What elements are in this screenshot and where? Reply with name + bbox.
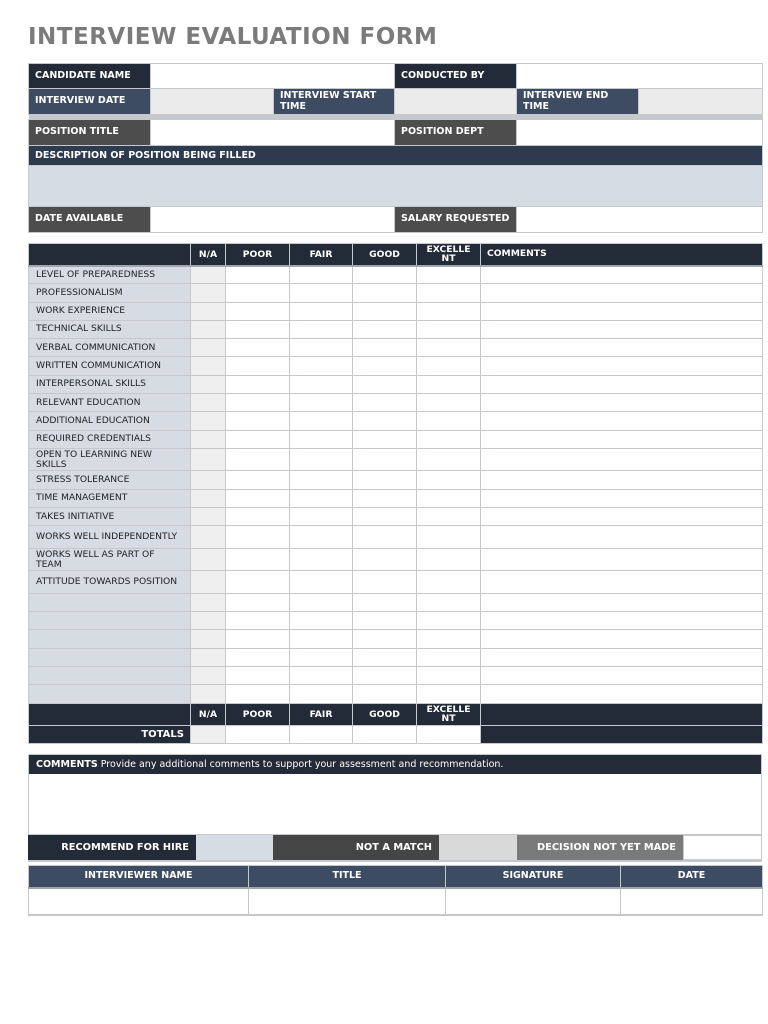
rating-na-cell[interactable] xyxy=(191,630,226,648)
rating-na-cell[interactable] xyxy=(191,302,226,320)
criterion-label xyxy=(29,667,191,685)
rating-good-cell[interactable] xyxy=(353,571,417,594)
rating-na-cell[interactable] xyxy=(191,571,226,594)
rating-poor-cell[interactable] xyxy=(226,471,290,489)
col-header-excellent: EXCELLE NT xyxy=(417,244,481,266)
rating-excellent-cell[interactable] xyxy=(417,375,481,393)
rating-fair-cell[interactable] xyxy=(290,412,353,430)
rating-comments-cell[interactable] xyxy=(481,526,763,549)
rating-row xyxy=(29,430,763,448)
rating-comments-cell[interactable] xyxy=(481,357,763,375)
rating-row xyxy=(29,412,763,430)
rating-row xyxy=(29,471,763,489)
rating-row xyxy=(29,375,763,393)
criterion-label: STRESS TOLERANCE xyxy=(29,471,191,489)
rating-fair-cell[interactable] xyxy=(290,593,353,611)
rating-poor-cell[interactable] xyxy=(226,320,290,338)
rating-good-cell[interactable] xyxy=(353,471,417,489)
rating-good-cell[interactable] xyxy=(353,508,417,526)
rating-comments-cell[interactable] xyxy=(481,284,763,302)
rating-row xyxy=(29,394,763,412)
date-available-label: DATE AVAILABLE xyxy=(29,207,151,233)
rating-na-cell[interactable] xyxy=(191,375,226,393)
rating-row xyxy=(29,526,763,549)
salary-requested-label: SALARY REQUESTED xyxy=(395,207,517,233)
rating-poor-cell[interactable] xyxy=(226,489,290,507)
rating-na-cell[interactable] xyxy=(191,648,226,666)
rating-fair-cell[interactable] xyxy=(290,648,353,666)
rating-row xyxy=(29,339,763,357)
rating-comments-cell[interactable] xyxy=(481,320,763,338)
rating-excellent-cell[interactable] xyxy=(417,284,481,302)
rating-good-cell[interactable] xyxy=(353,630,417,648)
rating-poor-cell[interactable] xyxy=(226,394,290,412)
recommend-for-hire-label: RECOMMEND FOR HIRE xyxy=(28,835,196,860)
criterion-label: ADDITIONAL EDUCATION xyxy=(29,412,191,430)
rating-excellent-cell[interactable] xyxy=(417,394,481,412)
rating-fair-cell[interactable] xyxy=(290,489,353,507)
criterion-label: LEVEL OF PREPAREDNESS xyxy=(29,266,191,284)
description-label: DESCRIPTION OF POSITION BEING FILLED xyxy=(29,146,763,166)
signature-header: SIGNATURE xyxy=(446,866,621,888)
rating-comments-cell[interactable] xyxy=(481,339,763,357)
date-header: DATE xyxy=(621,866,763,888)
rating-fair-cell[interactable] xyxy=(290,339,353,357)
rating-table xyxy=(28,243,763,744)
rating-good-cell[interactable] xyxy=(353,266,417,284)
criterion-label xyxy=(29,648,191,666)
interviewer-name-header: INTERVIEWER NAME xyxy=(29,866,249,888)
interview-end-time-label: INTERVIEW END TIME xyxy=(517,89,639,115)
rating-good-cell[interactable] xyxy=(353,648,417,666)
rating-comments-cell[interactable] xyxy=(481,489,763,507)
totals-label: TOTALS xyxy=(29,725,191,743)
rating-excellent-cell[interactable] xyxy=(417,685,481,703)
footer-col-poor: POOR xyxy=(226,703,290,725)
comments-header xyxy=(29,755,761,774)
footer-col-excellent: EXCELLE NT xyxy=(417,703,481,725)
criterion-label: REQUIRED CREDENTIALS xyxy=(29,430,191,448)
rating-excellent-cell[interactable] xyxy=(417,489,481,507)
decision-bar xyxy=(28,835,762,862)
rating-poor-cell[interactable] xyxy=(226,357,290,375)
rating-poor-cell[interactable] xyxy=(226,648,290,666)
date-field[interactable] xyxy=(621,888,763,915)
rating-row xyxy=(29,489,763,507)
rating-excellent-cell[interactable] xyxy=(417,526,481,549)
col-header-poor: POOR xyxy=(226,244,290,266)
rating-na-cell[interactable] xyxy=(191,612,226,630)
rating-good-cell[interactable] xyxy=(353,489,417,507)
rating-comments-cell[interactable] xyxy=(481,648,763,666)
criterion-label: PROFESSIONALISM xyxy=(29,284,191,302)
not-a-match-label: NOT A MATCH xyxy=(273,835,439,860)
col-header-good: GOOD xyxy=(353,244,417,266)
rating-poor-cell[interactable] xyxy=(226,375,290,393)
rating-na-cell[interactable] xyxy=(191,667,226,685)
criterion-label: WRITTEN COMMUNICATION xyxy=(29,357,191,375)
rating-na-cell[interactable] xyxy=(191,266,226,284)
rating-header-corner xyxy=(29,244,191,266)
comments-field[interactable] xyxy=(29,774,761,834)
rating-excellent-cell[interactable] xyxy=(417,430,481,448)
decision-not-yet-made-box[interactable] xyxy=(683,835,762,860)
criterion-label: VERBAL COMMUNICATION xyxy=(29,339,191,357)
criterion-label xyxy=(29,612,191,630)
rating-poor-cell[interactable] xyxy=(226,526,290,549)
rating-na-cell[interactable] xyxy=(191,508,226,526)
rating-excellent-cell[interactable] xyxy=(417,471,481,489)
rating-good-cell[interactable] xyxy=(353,302,417,320)
rating-excellent-cell[interactable] xyxy=(417,302,481,320)
rating-fair-cell[interactable] xyxy=(290,571,353,594)
rating-excellent-cell[interactable] xyxy=(417,508,481,526)
interviewer-title-header: TITLE xyxy=(249,866,446,888)
criterion-label xyxy=(29,685,191,703)
rating-fair-cell[interactable] xyxy=(290,667,353,685)
rating-poor-cell[interactable] xyxy=(226,448,290,471)
rating-comments-cell[interactable] xyxy=(481,571,763,594)
rating-good-cell[interactable] xyxy=(353,612,417,630)
interviewer-title-field[interactable] xyxy=(249,888,446,915)
signature-field[interactable] xyxy=(446,888,621,915)
rating-good-cell[interactable] xyxy=(353,548,417,571)
position-dept-label: POSITION DEPT xyxy=(395,120,517,146)
rating-fair-cell[interactable] xyxy=(290,394,353,412)
rating-fair-cell[interactable] xyxy=(290,526,353,549)
rating-na-cell[interactable] xyxy=(191,430,226,448)
rating-comments-cell[interactable] xyxy=(481,412,763,430)
criterion-label: TIME MANAGEMENT xyxy=(29,489,191,507)
rating-excellent-cell[interactable] xyxy=(417,571,481,594)
rating-poor-cell[interactable] xyxy=(226,630,290,648)
rating-row xyxy=(29,548,763,571)
rating-poor-cell[interactable] xyxy=(226,667,290,685)
rating-fair-cell[interactable] xyxy=(290,266,353,284)
rating-poor-cell[interactable] xyxy=(226,284,290,302)
rating-row xyxy=(29,593,763,611)
rating-na-cell[interactable] xyxy=(191,284,226,302)
rating-row xyxy=(29,612,763,630)
rating-fair-cell[interactable] xyxy=(290,630,353,648)
criterion-label xyxy=(29,630,191,648)
position-title-label: POSITION TITLE xyxy=(29,120,151,146)
rating-na-cell[interactable] xyxy=(191,548,226,571)
criterion-label: ATTITUDE TOWARDS POSITION xyxy=(29,571,191,594)
rating-row xyxy=(29,266,763,284)
rating-comments-cell[interactable] xyxy=(481,302,763,320)
rating-row xyxy=(29,648,763,666)
rating-comments-cell[interactable] xyxy=(481,593,763,611)
footer-col-fair: FAIR xyxy=(290,703,353,725)
rating-poor-cell[interactable] xyxy=(226,412,290,430)
rating-na-cell[interactable] xyxy=(191,320,226,338)
interview-end-time-field[interactable] xyxy=(639,89,763,115)
candidate-name-field[interactable] xyxy=(151,64,395,89)
rating-comments-cell[interactable] xyxy=(481,630,763,648)
recommend-for-hire-box[interactable] xyxy=(196,835,273,860)
criterion-label: WORKS WELL INDEPENDENTLY xyxy=(29,526,191,549)
footer-col-na: N/A xyxy=(191,703,226,725)
rating-good-cell[interactable] xyxy=(353,375,417,393)
rating-na-cell[interactable] xyxy=(191,489,226,507)
rating-na-cell[interactable] xyxy=(191,448,226,471)
rating-row xyxy=(29,284,763,302)
rating-good-cell[interactable] xyxy=(353,667,417,685)
rating-fair-cell[interactable] xyxy=(290,320,353,338)
rating-good-cell[interactable] xyxy=(353,412,417,430)
rating-row xyxy=(29,630,763,648)
rating-excellent-cell[interactable] xyxy=(417,648,481,666)
rating-na-cell[interactable] xyxy=(191,526,226,549)
rating-na-cell[interactable] xyxy=(191,685,226,703)
footer-col-good: GOOD xyxy=(353,703,417,725)
col-header-fair: FAIR xyxy=(290,244,353,266)
rating-excellent-cell[interactable] xyxy=(417,266,481,284)
rating-na-cell[interactable] xyxy=(191,412,226,430)
rating-poor-cell[interactable] xyxy=(226,266,290,284)
rating-fair-cell[interactable] xyxy=(290,430,353,448)
rating-fair-cell[interactable] xyxy=(290,302,353,320)
description-field[interactable] xyxy=(29,166,763,207)
rating-good-cell[interactable] xyxy=(353,448,417,471)
rating-comments-cell[interactable] xyxy=(481,508,763,526)
comments-label: COMMENTS xyxy=(36,759,98,770)
rating-comments-cell[interactable] xyxy=(481,685,763,703)
rating-good-cell[interactable] xyxy=(353,320,417,338)
rating-good-cell[interactable] xyxy=(353,394,417,412)
rating-poor-cell[interactable] xyxy=(226,548,290,571)
rating-comments-cell[interactable] xyxy=(481,667,763,685)
interview-date-field[interactable] xyxy=(151,89,274,115)
date-available-field[interactable] xyxy=(151,207,395,233)
not-a-match-box[interactable] xyxy=(439,835,517,860)
total-fair[interactable] xyxy=(290,725,353,743)
criterion-label: INTERPERSONAL SKILLS xyxy=(29,375,191,393)
rating-comments-cell[interactable] xyxy=(481,471,763,489)
rating-row xyxy=(29,685,763,703)
rating-row xyxy=(29,357,763,375)
rating-excellent-cell[interactable] xyxy=(417,320,481,338)
candidate-info-table xyxy=(28,63,763,233)
rating-fair-cell[interactable] xyxy=(290,284,353,302)
rating-fair-cell[interactable] xyxy=(290,448,353,471)
rating-fair-cell[interactable] xyxy=(290,357,353,375)
form-title: INTERVIEW EVALUATION FORM xyxy=(28,24,438,50)
rating-comments-cell[interactable] xyxy=(481,375,763,393)
rating-excellent-cell[interactable] xyxy=(417,593,481,611)
rating-na-cell[interactable] xyxy=(191,339,226,357)
comments-hint: Provide any additional comments to support your assessment and recommendation. xyxy=(100,759,504,770)
rating-fair-cell[interactable] xyxy=(290,548,353,571)
total-poor[interactable] xyxy=(226,725,290,743)
rating-fair-cell[interactable] xyxy=(290,471,353,489)
rating-fair-cell[interactable] xyxy=(290,375,353,393)
rating-excellent-cell[interactable] xyxy=(417,339,481,357)
rating-comments-cell[interactable] xyxy=(481,448,763,471)
rating-poor-cell[interactable] xyxy=(226,571,290,594)
rating-row xyxy=(29,320,763,338)
rating-good-cell[interactable] xyxy=(353,284,417,302)
rating-comments-cell[interactable] xyxy=(481,548,763,571)
footer-corner xyxy=(29,703,191,725)
criterion-label xyxy=(29,593,191,611)
rating-fair-cell[interactable] xyxy=(290,612,353,630)
rating-na-cell[interactable] xyxy=(191,357,226,375)
rating-poor-cell[interactable] xyxy=(226,430,290,448)
candidate-name-label: CANDIDATE NAME xyxy=(29,64,151,89)
interview-date-label: INTERVIEW DATE xyxy=(29,89,151,115)
interviewer-name-field[interactable] xyxy=(29,888,249,915)
rating-comments-cell[interactable] xyxy=(481,266,763,284)
totals-comments-blank xyxy=(481,725,763,743)
rating-excellent-cell[interactable] xyxy=(417,667,481,685)
rating-fair-cell[interactable] xyxy=(290,685,353,703)
interview-start-time-label: INTERVIEW START TIME xyxy=(274,89,395,115)
col-header-comments: COMMENTS xyxy=(481,244,763,266)
footer-comments-blank xyxy=(481,703,763,725)
position-title-field[interactable] xyxy=(151,120,395,146)
rating-excellent-cell[interactable] xyxy=(417,548,481,571)
rating-excellent-cell[interactable] xyxy=(417,412,481,430)
total-good[interactable] xyxy=(353,725,417,743)
interview-start-time-field[interactable] xyxy=(395,89,517,115)
comments-section xyxy=(28,754,762,836)
rating-comments-cell[interactable] xyxy=(481,394,763,412)
rating-comments-cell[interactable] xyxy=(481,430,763,448)
rating-row xyxy=(29,302,763,320)
rating-poor-cell[interactable] xyxy=(226,302,290,320)
rating-poor-cell[interactable] xyxy=(226,508,290,526)
rating-good-cell[interactable] xyxy=(353,526,417,549)
rating-fair-cell[interactable] xyxy=(290,508,353,526)
rating-excellent-cell[interactable] xyxy=(417,357,481,375)
rating-good-cell[interactable] xyxy=(353,685,417,703)
criterion-label: TAKES INITIATIVE xyxy=(29,508,191,526)
rating-poor-cell[interactable] xyxy=(226,612,290,630)
interviewer-table xyxy=(28,865,763,916)
rating-excellent-cell[interactable] xyxy=(417,630,481,648)
rating-poor-cell[interactable] xyxy=(226,593,290,611)
position-dept-field[interactable] xyxy=(517,120,763,146)
rating-good-cell[interactable] xyxy=(353,357,417,375)
conducted-by-label: CONDUCTED BY xyxy=(395,64,517,89)
salary-requested-field[interactable] xyxy=(517,207,763,233)
criterion-label: OPEN TO LEARNING NEW SKILLS xyxy=(29,448,191,471)
rating-good-cell[interactable] xyxy=(353,339,417,357)
rating-good-cell[interactable] xyxy=(353,430,417,448)
rating-excellent-cell[interactable] xyxy=(417,448,481,471)
rating-na-cell[interactable] xyxy=(191,394,226,412)
rating-row xyxy=(29,448,763,471)
conducted-by-field[interactable] xyxy=(517,64,763,89)
decision-not-yet-made-label: DECISION NOT YET MADE xyxy=(517,835,683,860)
rating-poor-cell[interactable] xyxy=(226,685,290,703)
col-header-na: N/A xyxy=(191,244,226,266)
criterion-label: TECHNICAL SKILLS xyxy=(29,320,191,338)
rating-poor-cell[interactable] xyxy=(226,339,290,357)
rating-row xyxy=(29,571,763,594)
criterion-label: WORKS WELL AS PART OF TEAM xyxy=(29,548,191,571)
criterion-label: WORK EXPERIENCE xyxy=(29,302,191,320)
total-na[interactable] xyxy=(191,725,226,743)
rating-comments-cell[interactable] xyxy=(481,612,763,630)
rating-excellent-cell[interactable] xyxy=(417,612,481,630)
total-excellent[interactable] xyxy=(417,725,481,743)
rating-good-cell[interactable] xyxy=(353,593,417,611)
rating-na-cell[interactable] xyxy=(191,593,226,611)
criterion-label: RELEVANT EDUCATION xyxy=(29,394,191,412)
rating-row xyxy=(29,508,763,526)
rating-row xyxy=(29,667,763,685)
rating-na-cell[interactable] xyxy=(191,471,226,489)
